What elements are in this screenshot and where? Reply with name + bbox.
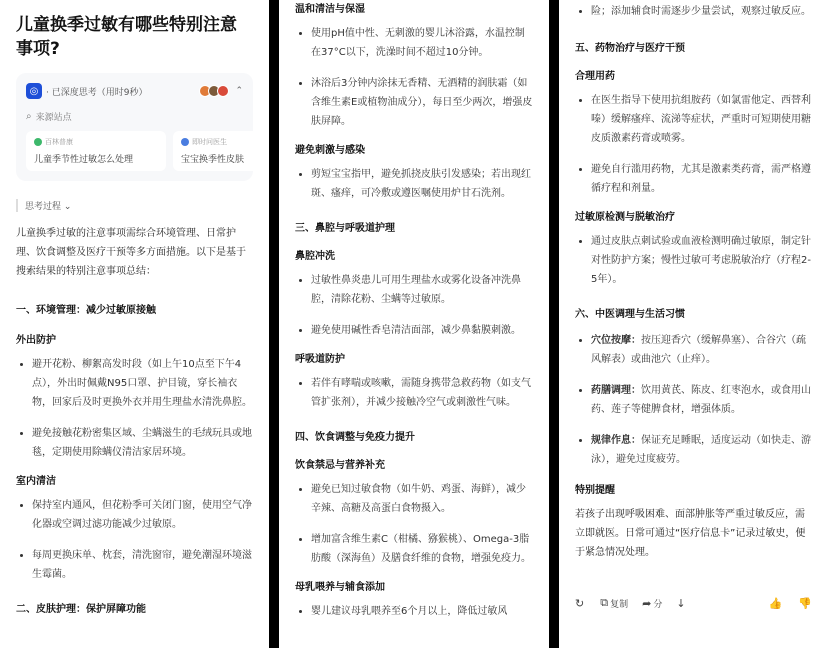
subsection-title: 母乳喂养与辅食添加 — [295, 582, 385, 593]
thumbs-up-icon: 👍 — [768, 596, 783, 610]
bullet-list — [575, 2, 814, 21]
bullet-list — [575, 232, 814, 289]
copy-icon: ⧉ — [600, 596, 609, 609]
list-item: 避免已知过敏食物（如牛奶、鸡蛋、海鲜），减少辛辣、高糖及高蛋白食物摄入。 — [295, 480, 533, 518]
thinking-process-toggle[interactable]: 思考过程 ⌄ — [16, 199, 253, 212]
bullet-list — [295, 24, 533, 131]
section-title: 二、皮肤护理：保护屏障功能 — [16, 604, 146, 615]
bullet-list — [575, 91, 814, 198]
subsection-title: 合理用药 — [575, 71, 615, 82]
list-item: 沐浴后3分钟内涂抹无香精、无酒精的润肤霜（如含维生素E或植物油成分），每日至少两次，增强皮肤屏障。 — [295, 74, 533, 131]
list-item: 若伴有哮喘或咳嗽，需随身携带急救药物（如支气管扩张剂），并减少接触冷空气或刺激性气味。 — [295, 374, 533, 412]
source-list — [26, 131, 243, 171]
list-item: 剪短宝宝指甲，避免抓挠皮肤引发感染；若出现红斑、瘙痒，可冷敷或遵医嘱使用炉甘石洗剂。 — [295, 165, 533, 203]
answer-panel-1 — [0, 0, 269, 648]
chevron-up-icon[interactable]: ⌃ — [235, 86, 243, 96]
subsection-title: 呼吸道防护 — [295, 354, 345, 365]
bullet-list — [295, 271, 533, 340]
section-title: 六、中医调理与生活习惯 — [575, 309, 685, 320]
list-item: 药膳调理：饮用黄芪、陈皮、红枣泡水，或食用山药、莲子等健脾食材，增强体质。 — [575, 381, 814, 419]
share-button[interactable]: ➦ 分 — [642, 596, 663, 610]
bullet-list — [295, 374, 533, 412]
refresh-button[interactable] — [575, 597, 586, 610]
chevron-down-icon: ⌄ — [63, 202, 72, 212]
list-item: 避开花粉、柳絮高发时段（如上午10点至下午4点），外出时佩戴N95口罩、护目镜，穿长袖衣物，回家后及时更换外衣并用生理盐水清洗鼻腔。 — [16, 355, 253, 412]
list-item: 每周更换床单、枕套，清洗窗帘，避免潮湿环境滋生霉菌。 — [16, 546, 253, 584]
list-item: 避免自行滥用药物，尤其是激素类药膏，需严格遵循疗程和剂量。 — [575, 160, 814, 198]
site-icon — [34, 138, 42, 146]
bullet-list — [16, 496, 253, 584]
answer-panel-2 — [279, 0, 549, 648]
dislike-button[interactable] — [798, 597, 814, 610]
list-item: 增加富含维生素C（柑橘、猕猴桃）、Omega-3脂肪酸（深海鱼）及膳食纤维的食物，增强免疫力。 — [295, 530, 533, 568]
scroll-down-button[interactable] — [676, 597, 687, 610]
subsection-title: 外出防护 — [16, 335, 56, 346]
answer-toolbar — [575, 596, 814, 610]
list-item: 使用pH值中性、无刺激的婴儿沐浴露，水温控制在37°C以下，洗澡时间不超过10分钟。 — [295, 24, 533, 62]
list-item: 过敏性鼻炎患儿可用生理盐水或雾化设备冲洗鼻腔，清除花粉、尘螨等过敏原。 — [295, 271, 533, 309]
thinking-header[interactable] — [26, 80, 243, 102]
list-item: 规律作息：保证充足睡眠，适度运动（如快走、游泳），避免过度疲劳。 — [575, 431, 814, 469]
subsection-title: 避免刺激与感染 — [295, 145, 365, 156]
refresh-icon: ↻ — [575, 596, 585, 610]
copy-button[interactable]: ⧉ 复制 — [600, 596, 629, 610]
list-item: 保持室内通风，但花粉季可关闭门窗，使用空气净化器或空调过滤功能减少过敏原。 — [16, 496, 253, 534]
search-icon: ⌕ — [26, 111, 32, 122]
source-card[interactable]: 百林普康 儿童季节性过敏怎么处理 — [26, 131, 166, 171]
thumbs-down-icon: 👎 — [798, 596, 812, 610]
list-item: 穴位按摩：按压迎香穴（缓解鼻塞）、合谷穴（疏风解表）或曲池穴（止痒）。 — [575, 331, 814, 369]
thinking-card — [16, 73, 253, 181]
subsection-title: 特别提醒 — [575, 485, 615, 496]
intro-paragraph: 儿童换季过敏的注意事项需综合环境管理、日常护理、饮食调整及医疗干预等多方面措施。以下是基于搜索结果的特别注意事项总结： — [16, 228, 246, 277]
bullet-list — [295, 602, 533, 621]
subsection-title: 饮食禁忌与营养补充 — [295, 460, 385, 471]
subsection-title: 过敏原检测与脱敏治疗 — [575, 212, 675, 223]
section-title: 一、环境管理：减少过敏原接触 — [16, 305, 156, 316]
arrow-down-icon: ↓ — [676, 596, 686, 610]
answer-panel-3 — [559, 0, 830, 648]
bullet-list — [295, 480, 533, 568]
reminder-paragraph: 若孩子出现呼吸困难、面部肿胀等严重过敏反应，需立即就医。日常可通过“医疗信息卡”记录过敏史，便于紧急情况处理。 — [575, 509, 806, 558]
subsection-title: 鼻腔冲洗 — [295, 251, 335, 262]
list-item: 避免接触花粉密集区域、尘螨滋生的毛绒玩具或地毯，定期使用除螨仪清洁家居环境。 — [16, 424, 253, 462]
list-item: 在医生指导下使用抗组胺药（如氯雷他定、西替利嗪）缓解瘙痒、流涕等症状，严重时可短期使用糖皮质激素药膏或喷雾。 — [575, 91, 814, 148]
source-avatar — [217, 85, 229, 97]
page-title: 儿童换季过敏有哪些特别注意事项? — [16, 15, 237, 59]
section-title: 三、鼻腔与呼吸道护理 — [295, 223, 395, 234]
list-item: 通过皮肤点刺试验或血液检测明确过敏原，制定针对性防护方案；慢性过敏可考虑脱敏治疗（疗程2-5年）。 — [575, 232, 814, 289]
subsection-title: 室内清洁 — [16, 476, 56, 487]
like-button[interactable] — [769, 597, 785, 610]
share-icon: ➦ — [642, 596, 652, 610]
bullet-list — [575, 331, 814, 469]
app-logo-icon: ◎ — [26, 83, 42, 99]
bullet-list — [16, 355, 253, 462]
source-avatars — [202, 85, 229, 97]
source-card[interactable]: 即时问医生 宝宝换季性皮肤 — [173, 131, 269, 171]
section-title: 五、药物治疗与医疗干预 — [575, 43, 685, 54]
site-icon — [181, 138, 189, 146]
sources-title: ⌕ 来源站点 — [26, 111, 72, 123]
list-item: 婴儿建议母乳喂养至6个月以上，降低过敏风 — [295, 602, 533, 621]
list-item-continued: 险；添加辅食时需逐步少量尝试，观察过敏反应。 — [575, 2, 814, 21]
subsection-title: 温和清洁与保湿 — [295, 4, 365, 15]
section-title: 四、饮食调整与免疫力提升 — [295, 432, 415, 443]
bullet-list — [295, 165, 533, 203]
list-item: 避免使用碱性香皂清洁面部，减少鼻黏膜刺激。 — [295, 321, 533, 340]
thinking-label: · 已深度思考（用时9秒） — [46, 87, 148, 98]
